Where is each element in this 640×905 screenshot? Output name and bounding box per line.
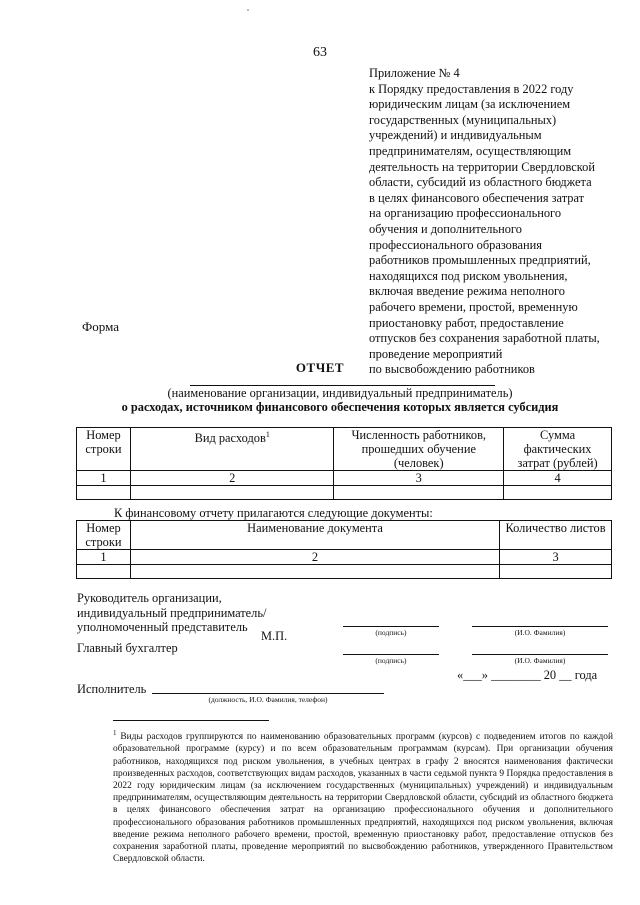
footnote-text: Виды расходов группируются по наименованию образовательных программ (курсов) с подведением итогов по каждой образовательной программе (курсу) и по всем образовательным программам (курсам). При организации обучения работников, находящихся под риском увольнения, в учебных центрах в графу 2 вносятся наименования фактически произведенных расходов, соответствующих видам расходов, указанных в части седьмой пункта 9 Порядка предоставления в 2022 году юридическим лицам (за исключением государственных (муниципальных) учреждений) и индивидуальным предпринимателям, осуществляющим деятельность на территории Свердловской области, субсидий из областного бюджета в целях финансового обеспечения затрат на организацию профессионального обучения и дополнительного профессионального образования работников промышленных предприятий, находящихся под риском увольнения, включая введение режима неполного рабочего времени, простой, временную приостановку работ, предоставление отпусков без сохранения заработной платы, проведение мероприятий по высвобождению работников, утвержденного Правительством Свердловской области. (113, 732, 613, 865)
appendix-line: отпусков без сохранения заработной платы, (369, 331, 600, 346)
appendix-line: предпринимателям, осуществляющим (369, 143, 572, 158)
table-cell (334, 486, 504, 500)
appendix-line: области, субсидий из областного бюджета (369, 175, 592, 190)
appendix-line: профессионального образования (369, 237, 543, 252)
table-header-row (77, 428, 612, 471)
table-cell (500, 565, 612, 579)
table-number-row (77, 550, 612, 565)
header-expense-type-label: Вид расходов (194, 431, 266, 446)
head-label (77, 591, 266, 635)
form-label: Форма (82, 319, 119, 334)
documents-table (76, 520, 612, 579)
appendix-line: юридическим лицам (за исключением (369, 97, 571, 112)
header-workers-count: Численность работников, прошедших обучение (человек) (334, 428, 504, 471)
head-name-line (472, 626, 608, 627)
header-expense-type (130, 428, 333, 471)
executor-line (152, 693, 384, 694)
table-number-row (77, 471, 612, 486)
accountant-signature-hint: (подпись) (375, 656, 407, 665)
column-number: 4 (504, 471, 612, 486)
column-number: 2 (130, 550, 499, 565)
column-number: 1 (77, 471, 131, 486)
appendix-line: в целях финансового обеспечения затрат (369, 190, 585, 205)
appendix-line: учреждений) и индивидуальным (369, 128, 542, 143)
appendix-line: Приложение № 4 (369, 66, 460, 80)
head-label-line: Руководитель организации, (77, 591, 222, 605)
table-cell (130, 486, 333, 500)
head-label-line: индивидуальный предприниматель/ (77, 605, 267, 620)
column-number: 3 (500, 550, 612, 565)
header-row-number: Номер строки (77, 428, 131, 471)
appendix-line: включая введение режима неполного (369, 284, 566, 299)
appendix-line: приостановку работ, предоставление (369, 315, 564, 330)
table-cell (130, 565, 499, 579)
appendix-line: на организацию профессионального (369, 206, 562, 221)
table-header-row (77, 521, 612, 550)
appendix-line: работников промышленных предприятий, (369, 253, 591, 268)
head-signature-line (343, 626, 439, 627)
table-cell (77, 486, 131, 500)
scan-speck (247, 9, 249, 11)
appendix-line: рабочего времени, простой, временную (369, 299, 578, 314)
appendix-line: по высвобождению работников (369, 362, 535, 377)
table-cell (504, 486, 612, 500)
accountant-label: Главный бухгалтер (77, 641, 178, 655)
report-title: ОТЧЕТ (295, 360, 345, 375)
column-number: 1 (77, 550, 131, 565)
column-number: 2 (130, 471, 333, 486)
appendix-block (369, 66, 619, 378)
footnote (113, 727, 613, 865)
head-name-hint: (И.О. Фамилия) (514, 628, 566, 637)
accountant-signature-line (343, 654, 439, 655)
stamp-place: М.П. (261, 629, 288, 643)
org-name-hint: (наименование организации, индивидуальный предприниматель) (167, 386, 513, 400)
head-label-line: уполномоченный представитель (77, 620, 248, 634)
table-row (77, 486, 612, 500)
header-row-number: Номер строки (77, 521, 131, 550)
appendix-line: деятельность на территории Свердловской (369, 159, 595, 174)
footnote-separator (113, 720, 269, 721)
appendix-line: обучения и дополнительного (369, 221, 522, 236)
header-document-name: Наименование документа (130, 521, 499, 550)
accountant-name-hint: (И.О. Фамилия) (514, 656, 566, 665)
accountant-name-line (472, 654, 608, 655)
column-number: 3 (334, 471, 504, 486)
head-signature-hint: (подпись) (375, 628, 407, 637)
executor-label: Исполнитель (77, 682, 147, 696)
expenses-table (76, 427, 612, 500)
report-subtitle: о расходах, источником финансового обеспечения которых является субсидия (121, 400, 559, 414)
page-number: 63 (313, 45, 327, 60)
table-row (77, 565, 612, 579)
table-cell (77, 565, 131, 579)
footnote-marker: 1 (113, 729, 117, 737)
appendix-line: к Порядку предоставления в 2022 году (369, 81, 574, 96)
footnote-ref: 1 (265, 430, 270, 439)
attached-documents-text: К финансовому отчету прилагаются следующие документы: (114, 506, 433, 520)
header-sheets-count: Количество листов (500, 521, 612, 550)
executor-hint: (должность, И.О. Фамилия, телефон) (208, 695, 328, 704)
header-actual-costs: Сумма фактических затрат (рублей) (504, 428, 612, 471)
appendix-line: проведение мероприятий (369, 346, 503, 361)
date-line: «___» ________ 20 __ года (457, 668, 598, 682)
appendix-line: государственных (муниципальных) (369, 112, 557, 127)
appendix-line: находящихся под риском увольнения, (369, 268, 568, 283)
